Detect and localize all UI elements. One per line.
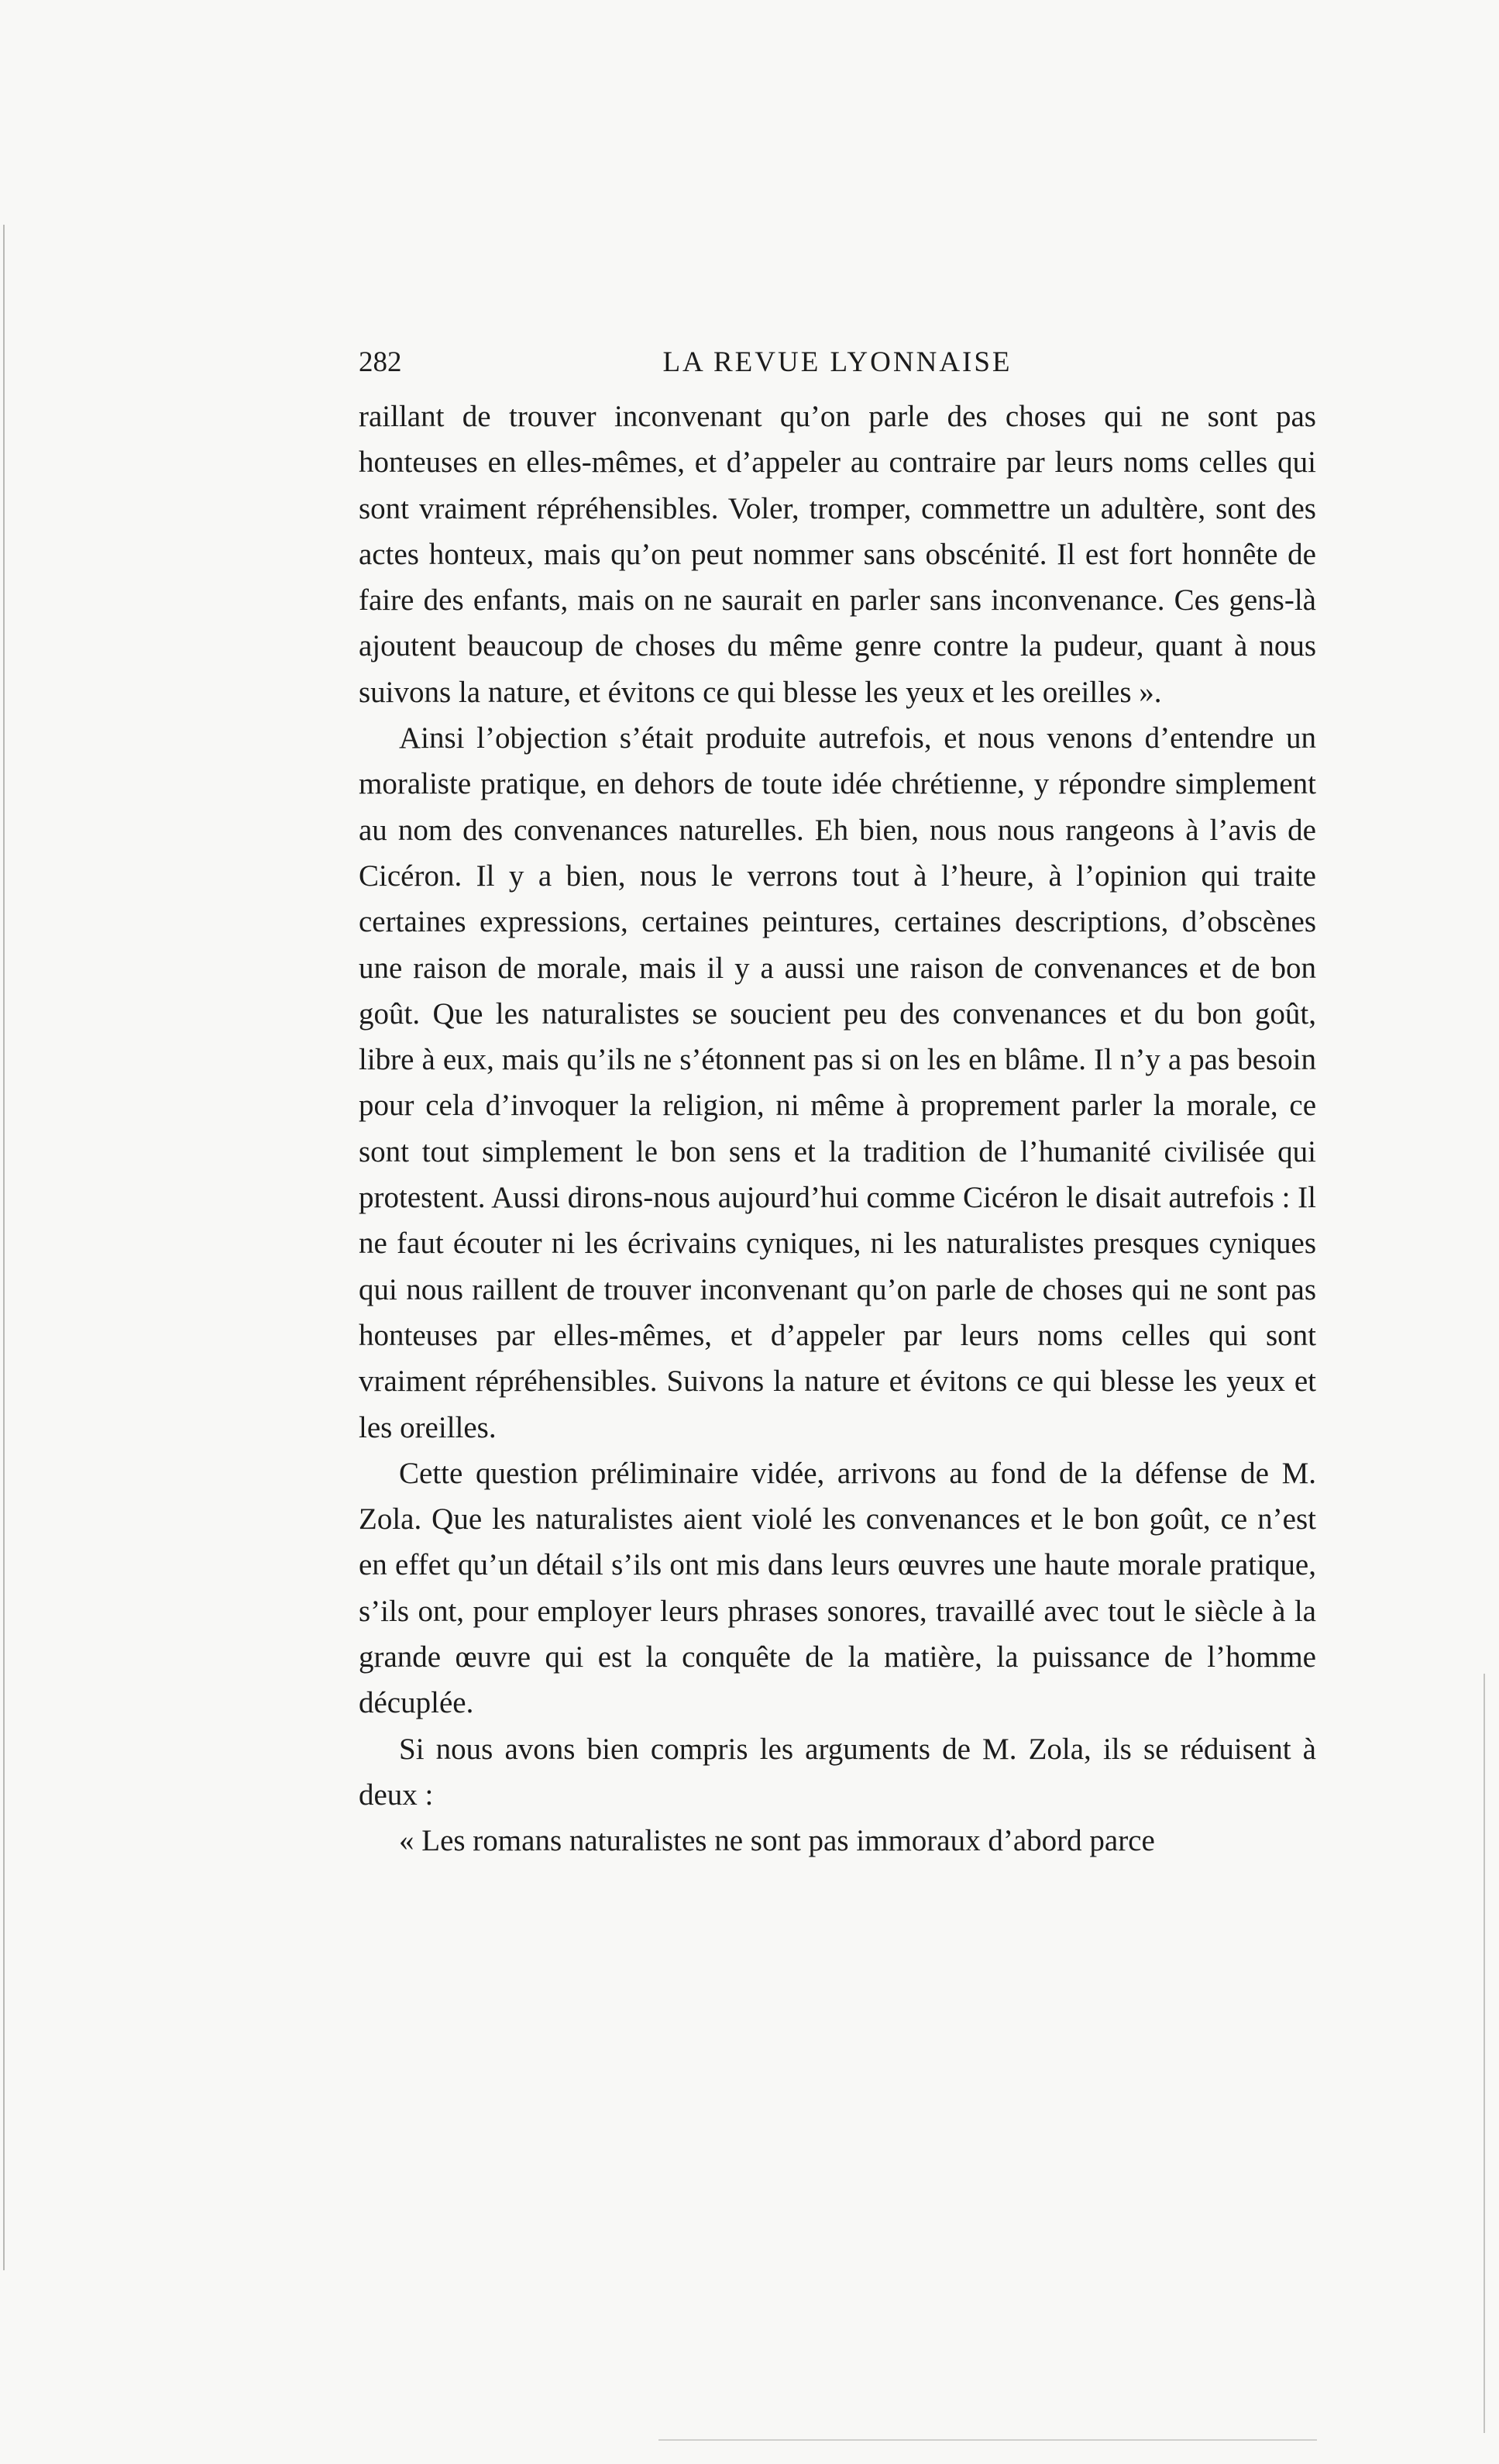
paragraph: Si nous avons bien compris les arguments de M. Zola, ils se réduisent à deux : bbox=[359, 1732, 1316, 1812]
page-edge-shadow-right bbox=[1484, 1674, 1485, 2433]
journal-title: LA REVUE LYONNAISE bbox=[662, 346, 1013, 378]
paragraph-continuation: raillant de trouver inconvenant qu’on parle des choses qui ne sont pas honteuses en elles-mêmes, et d’appeler au contraire par leurs noms celles qui sont vraiment répréhensibles. Voler, tromper, commettre un adultère, sont des actes honteux, mais qu’on peut nommer sans obscénité. Il est fort honnête de faire des enfants, mais on ne saurait en parler sans inconvenance. Ces gens-là ajoutent beaucoup de choses du même genre contre la pudeur, quant à nous suivons la nature, et évitons ce qui blesse les yeux et les oreilles ». bbox=[359, 400, 1316, 709]
page-edge-shadow bbox=[3, 225, 5, 2270]
paragraph: Cette question préliminaire vidée, arrivons au fond de la défense de M. Zola. Que les naturalistes aient violé les convenances et le bon goût, ce n’est en effet qu’un détail s’ils ont mis dans leurs œuvres une haute morale pratique, s’ils ont, pour employer leurs phrases sonores, travaillé avec tout le siècle à la grande œuvre qui est la conquête de la matière, la puissance de l’homme décuplée. bbox=[359, 1456, 1316, 1720]
body-text bbox=[359, 394, 1316, 1864]
scan-bottom-rule bbox=[658, 2439, 1317, 2441]
page-number: 282 bbox=[359, 346, 402, 378]
book-page bbox=[359, 339, 1316, 1864]
paragraph: Ainsi l’objection s’était produite autrefois, et nous venons d’entendre un moraliste pratique, en dehors de toute idée chrétienne, y répondre simplement au nom des convenances naturelles. Eh bien, nous nous rangeons à l’avis de Cicéron. Il y a bien, nous le verrons tout à l’heure, à l’opinion qui traite certaines expressions, certaines peintures, certaines descriptions, d’obscènes une raison de morale, mais il y a aussi une raison de convenances et de bon goût. Que les naturalistes se soucient peu des convenances et du bon goût, libre à eux, mais qu’ils ne s’étonnent pas si on les en blâme. Il n’y a pas besoin pour cela d’invoquer la religion, ni même à proprement parler la morale, ce sont tout simplement le bon sens et la tradition de l’humanité civilisée qui protestent. Aussi dirons-nous aujourd’hui comme Cicéron le disait autrefois : Il ne faut écouter ni les écrivains cyniques, ni les naturalistes presques cyniques qui nous raillent de trouver inconvenant qu’on parle de choses qui ne sont pas honteuses par elles-mêmes, et d’appeler par leurs noms celles qui sont vraiment répréhensibles. Suivons la nature et évitons ce qui blesse les yeux et les oreilles. bbox=[359, 721, 1316, 1444]
running-head bbox=[359, 339, 1316, 386]
paragraph-quote-start: « Les romans naturalistes ne sont pas immoraux d’abord parce bbox=[399, 1824, 1155, 1858]
